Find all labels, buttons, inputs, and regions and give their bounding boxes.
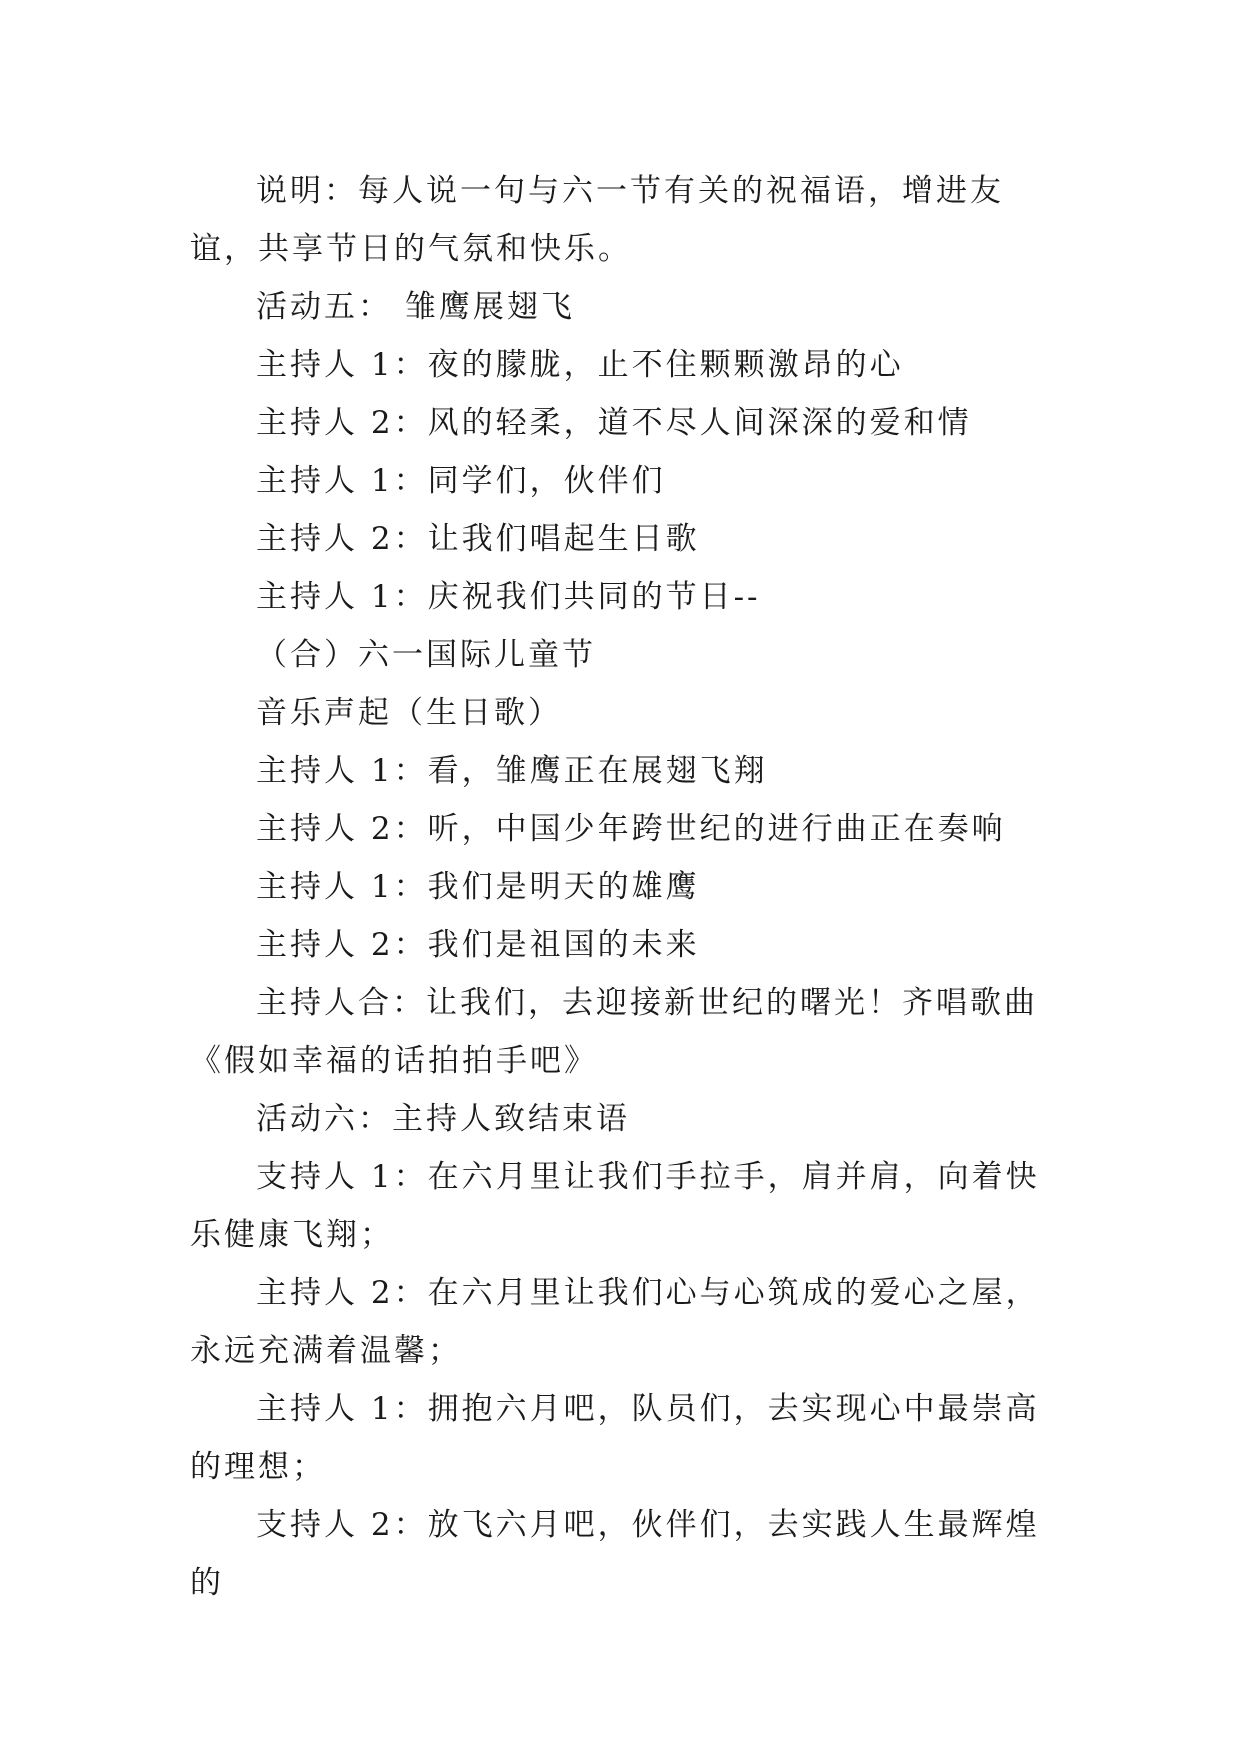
paragraph-15: 活动六：主持人致结束语 [256, 1101, 630, 1137]
paragraph-10: 主持人 1：看，雏鹰正在展翅飞翔 [256, 753, 768, 789]
paragraph-12: 主持人 1：我们是明天的雄鹰 [256, 869, 700, 905]
paragraph-4: 主持人 2：风的轻柔，道不尽人间深深的爱和情 [256, 405, 972, 441]
paragraph-16: 支持人 1：在六月里让我们手拉手，肩并肩，向着快乐健康飞翔； [190, 1159, 1040, 1253]
paragraph-13: 主持人 2：我们是祖国的未来 [256, 927, 700, 963]
paragraph-7: 主持人 1：庆祝我们共同的节日-- [256, 579, 761, 615]
paragraph-19: 支持人 2：放飞六月吧，伙伴们，去实践人生最辉煌的 [190, 1507, 1040, 1601]
paragraph-11: 主持人 2：听，中国少年跨世纪的进行曲正在奏响 [256, 811, 1006, 847]
paragraph-5: 主持人 1：同学们，伙伴们 [256, 463, 666, 499]
paragraph-3: 主持人 1：夜的朦胧，止不住颗颗激昂的心 [256, 347, 904, 383]
paragraph-9: 音乐声起（生日歌） [256, 695, 562, 731]
paragraph-1: 说明：每人说一句与六一节有关的祝福语，增进友谊，共享节日的气氛和快乐。 [190, 173, 1004, 267]
paragraph-6: 主持人 2：让我们唱起生日歌 [256, 521, 700, 557]
document-body [190, 162, 1070, 1612]
paragraph-17: 主持人 2：在六月里让我们心与心筑成的爱心之屋，永远充满着温馨； [190, 1275, 1040, 1369]
paragraph-14: 主持人合：让我们，去迎接新世纪的曙光！齐唱歌曲《假如幸福的话拍拍手吧》 [190, 985, 1038, 1079]
paragraph-18: 主持人 1：拥抱六月吧，队员们，去实现心中最崇高的理想； [190, 1391, 1040, 1485]
paragraph-8: （合）六一国际儿童节 [256, 637, 596, 673]
paragraph-2: 活动五： 雏鹰展翅飞 [256, 289, 575, 325]
